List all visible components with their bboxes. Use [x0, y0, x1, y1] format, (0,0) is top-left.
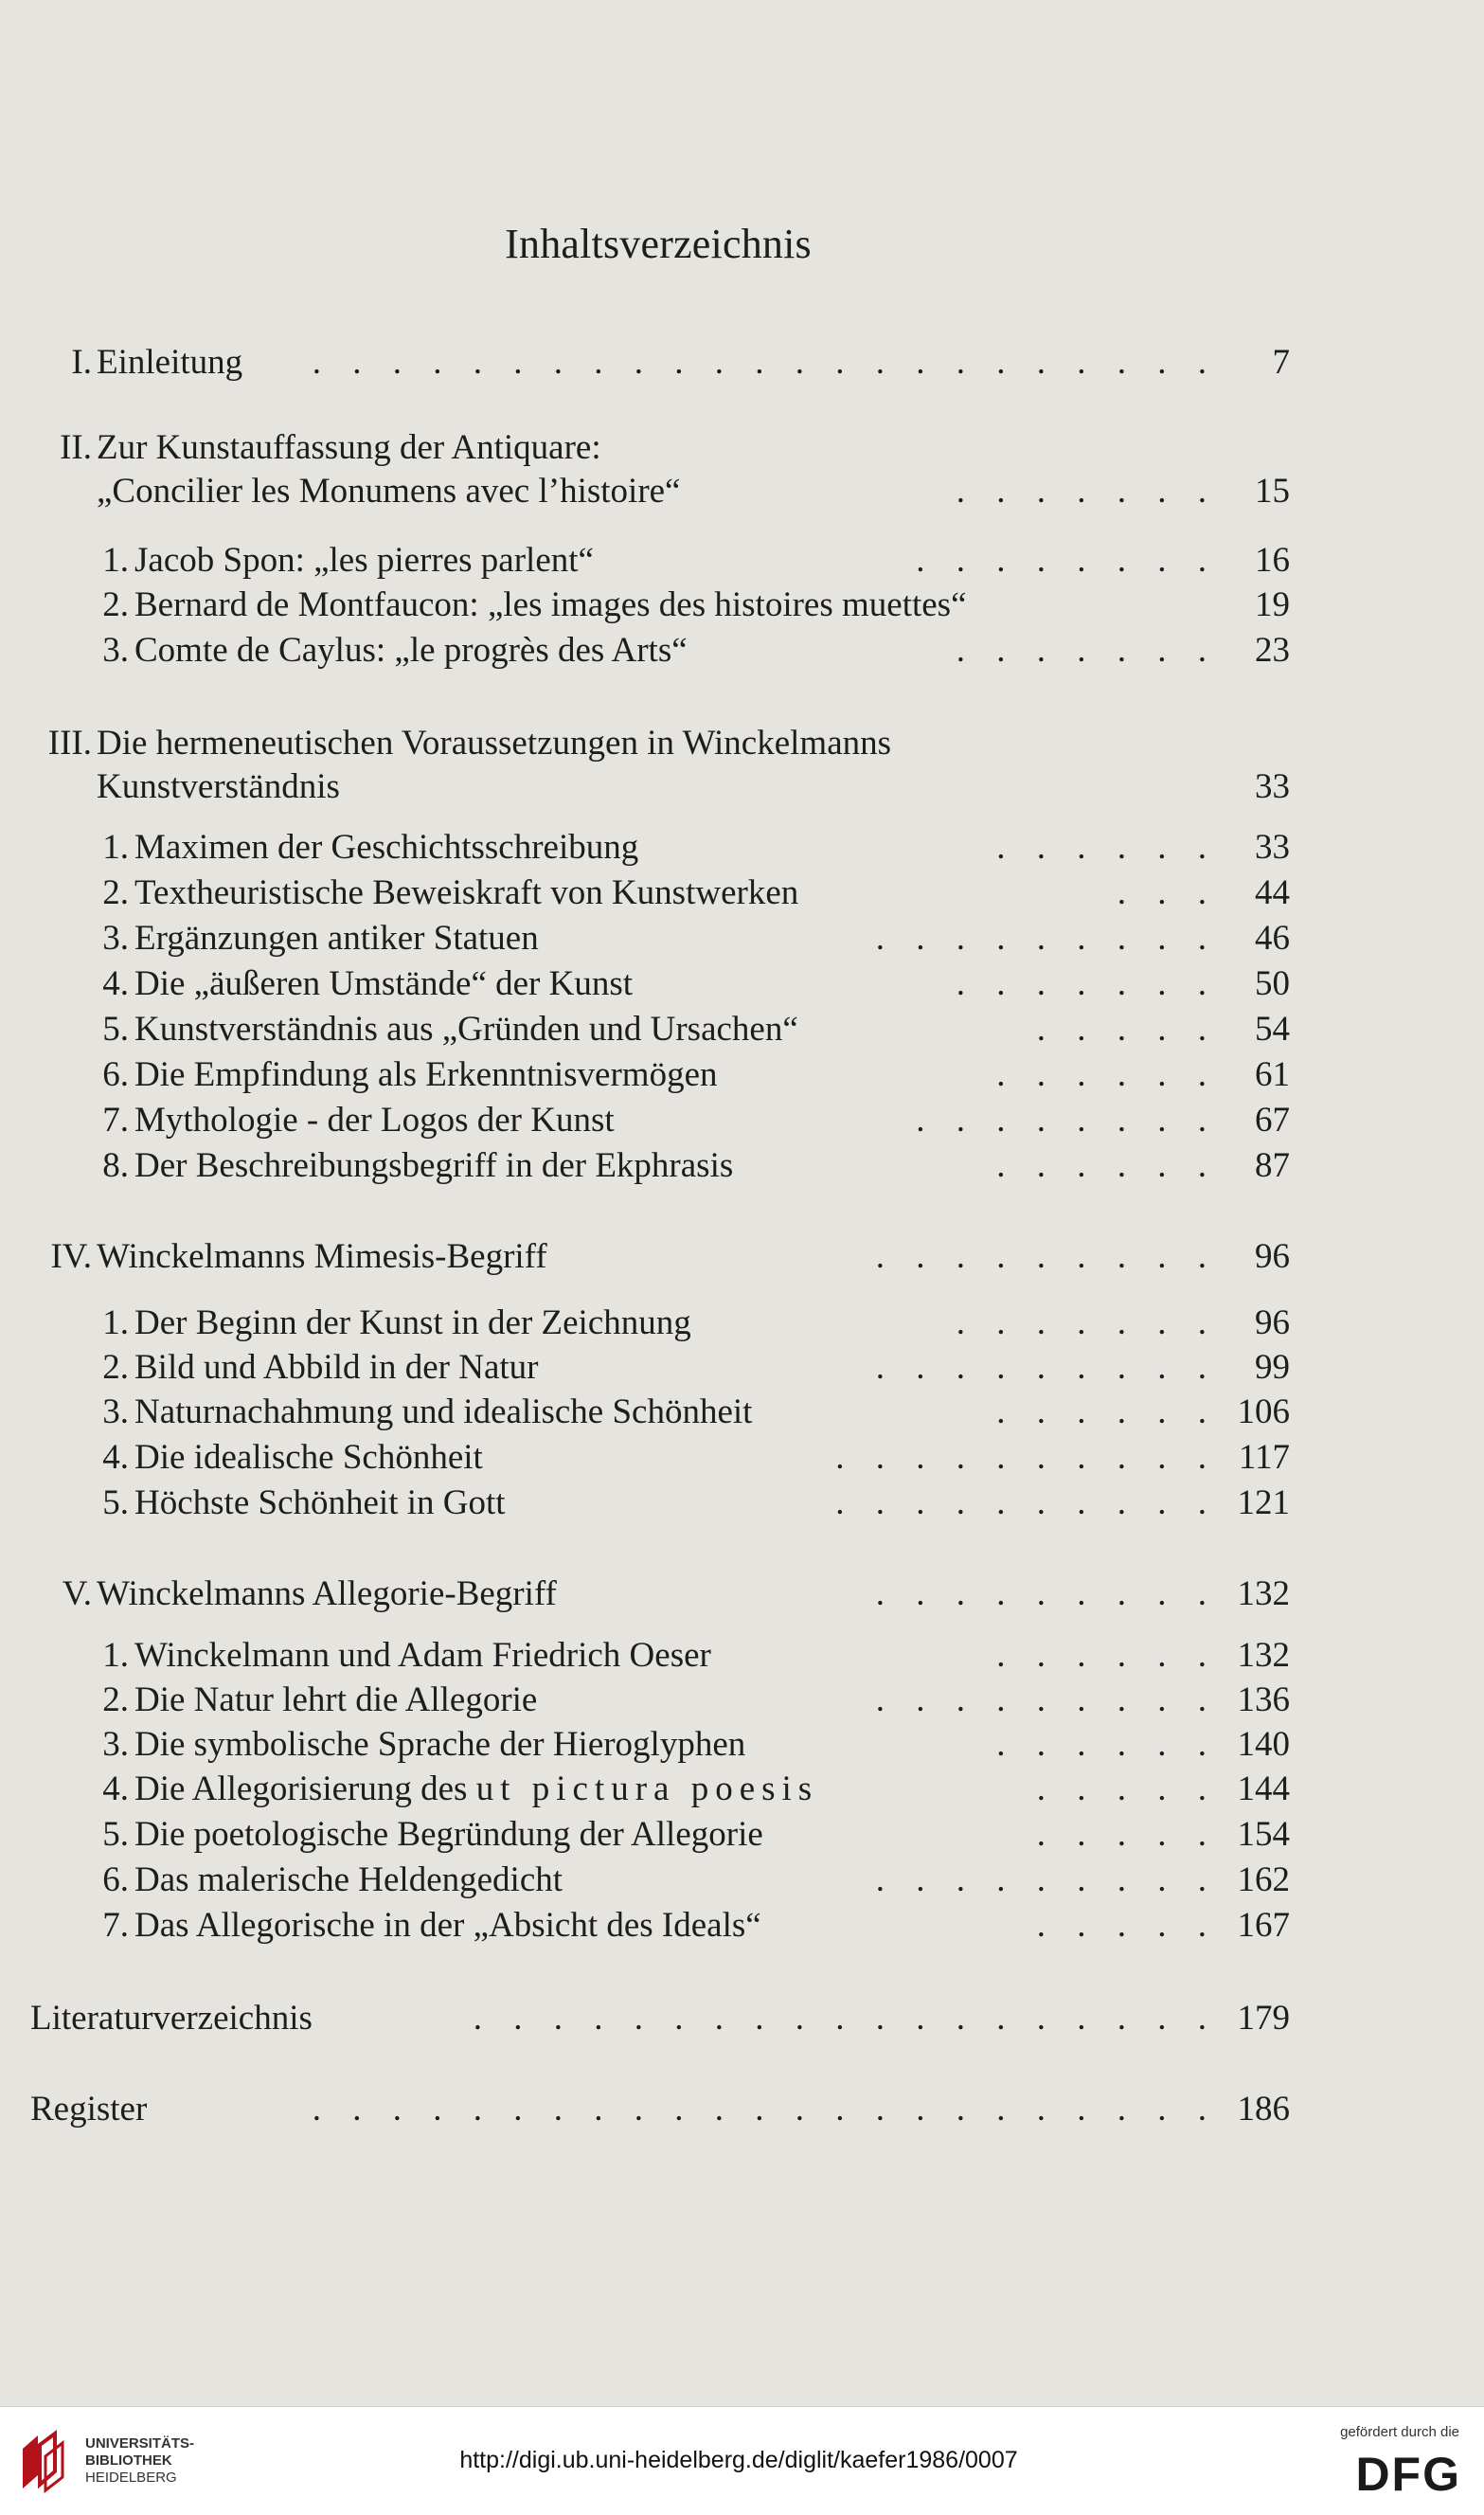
toc-entry-page: 7 [1272, 343, 1290, 382]
toc-entry [30, 1300, 1290, 1347]
toc-entry-number: 3. [102, 1392, 129, 1431]
toc-entry-title: Die Allegorisierung des ut pictura poesis [134, 1769, 819, 1808]
toc-entry-page: 140 [1237, 1725, 1290, 1764]
toc-entry [30, 1344, 1290, 1392]
toc-entry-number: 1. [102, 541, 129, 580]
toc-entry [30, 1051, 1290, 1099]
toc-entry-page: 19 [1255, 585, 1290, 624]
toc-entry [30, 2086, 1290, 2133]
toc-entry-number: 5. [102, 1815, 129, 1854]
toc-entry [30, 424, 1290, 472]
toc-entry-page: 44 [1255, 873, 1290, 912]
toc-entry [30, 915, 1290, 962]
toc-entry-number: 1. [102, 828, 129, 867]
toc-entry [30, 537, 1290, 584]
toc-entry-title: Die Empfindung als Erkenntnisvermögen [134, 1055, 718, 1094]
toc-entry-title: Die symbolische Sprache der Hieroglyphen [134, 1725, 746, 1764]
toc-entry-page: 54 [1255, 1010, 1290, 1049]
toc-entry-title: Register [30, 2090, 148, 2129]
dot-leader: . . . . . [1036, 1906, 1207, 1945]
dot-leader: . . . . . . . . . . . . . . . . . . . [473, 1999, 1207, 2038]
toc-entry [30, 1766, 1290, 1813]
dot-leader: . . . . . . . . . [875, 1574, 1207, 1613]
toc-entry-page: 186 [1237, 2090, 1290, 2129]
toc-entry [30, 582, 1290, 629]
toc-entry [30, 1995, 1290, 2042]
toc-entry-number: 6. [102, 1860, 129, 1899]
toc-entry-number: IV. [50, 1237, 92, 1276]
toc-entry-title: Die idealische Schönheit [134, 1438, 483, 1477]
toc-entry-page: 23 [1255, 631, 1290, 670]
toc-entry-title: Naturnachahmung und idealische Schönheit [134, 1392, 753, 1431]
toc-entry-page: 61 [1255, 1055, 1290, 1094]
library-name-line1: UNIVERSITÄTS- [85, 2435, 195, 2452]
toc-entry [30, 1097, 1290, 1144]
toc-entry-page: 167 [1237, 1906, 1290, 1945]
toc-entry-title: Maximen der Geschichtsschreibung [134, 828, 639, 867]
toc-entry-title: „Concilier les Monumens avec l’histoire“ [97, 472, 681, 511]
toc-entry-title: Die „äußeren Umstände“ der Kunst [134, 964, 634, 1003]
toc-entry-title: Die Natur lehrt die Allegorie [134, 1680, 538, 1719]
toc-entry-number: 1. [102, 1636, 129, 1675]
toc-entry-title: Jacob Spon: „les pierres parlent“ [134, 541, 594, 580]
toc-entry-number: 2. [102, 1348, 129, 1387]
toc-entry-title: Textheuristische Beweiskraft von Kunstwerken [134, 873, 799, 912]
toc-entry-title: Literaturverzeichnis [30, 1999, 313, 2038]
toc-entry-page: 16 [1255, 541, 1290, 580]
toc-entry-number: 4. [102, 964, 129, 1003]
toc-entry-title: Winckelmanns Mimesis-Begriff [97, 1237, 547, 1276]
toc-entry-page: 99 [1255, 1348, 1290, 1387]
library-name-line2: BIBLIOTHEK [85, 2452, 172, 2469]
toc-entry-page: 136 [1237, 1680, 1290, 1719]
toc-entry-page: 15 [1255, 472, 1290, 511]
toc-entry-page: 46 [1255, 919, 1290, 958]
toc-entry [30, 1677, 1290, 1724]
toc-entry-page: 67 [1255, 1101, 1290, 1140]
dot-leader: . . . . . . . [956, 1303, 1207, 1342]
toc-entry-title: Das Allegorische in der „Absicht des Ideals“ [134, 1906, 761, 1945]
toc-entry-title: Das malerische Heldengedicht [134, 1860, 563, 1899]
toc-entry-page: 154 [1237, 1815, 1290, 1854]
toc-entry-number: 7. [102, 1101, 129, 1140]
toc-entry-page: 96 [1255, 1237, 1290, 1276]
toc-entry [30, 870, 1290, 917]
page-title: Inhaltsverzeichnis [505, 221, 812, 267]
dfg-logo: DFG [1355, 2448, 1461, 2501]
toc-entry [30, 961, 1290, 1008]
dot-leader: . . . . . . . . . [875, 1680, 1207, 1719]
dot-leader: . . . . . . . . [916, 1101, 1207, 1140]
toc-entry [30, 1811, 1290, 1859]
toc-entry-title: Mythologie - der Logos der Kunst [134, 1101, 615, 1140]
dot-leader: . . . . . . . . . [875, 1348, 1207, 1387]
toc-entry-number: 8. [102, 1146, 129, 1185]
toc-entry-number: 2. [102, 1680, 129, 1719]
toc-entry-page: 162 [1237, 1860, 1290, 1899]
viewer-footer [0, 2406, 1484, 2515]
toc-entry-number: 1. [102, 1303, 129, 1342]
dot-leader: . . . . . [1036, 1815, 1207, 1854]
dot-leader: . . . . . [1036, 1010, 1207, 1049]
toc-entry [30, 720, 1290, 767]
dot-leader: . . . . . . [996, 1725, 1207, 1764]
university-library-logo-icon [17, 2428, 70, 2494]
toc-entry-title: Winckelmann und Adam Friedrich Oeser [134, 1636, 711, 1675]
toc-entry-title: Höchste Schönheit in Gott [134, 1483, 506, 1522]
toc-entry-title: Kunstverständnis aus „Gründen und Ursachen“ [134, 1010, 798, 1049]
toc-entry-title: Kunstverständnis [97, 767, 340, 806]
toc-entry-page: 96 [1255, 1303, 1290, 1342]
dot-leader: . . . . . . [996, 828, 1207, 867]
library-name-line3: HEIDELBERG [85, 2470, 177, 2486]
toc-entry-title: Bernard de Montfaucon: „les images des histoires muettes“ [134, 585, 967, 624]
dot-leader: . . . . . [1036, 1769, 1207, 1808]
dot-leader: . . . . . . . [956, 631, 1207, 670]
toc-entry [30, 1142, 1290, 1190]
university-library-name [85, 2435, 194, 2487]
toc-entry-number: 5. [102, 1010, 129, 1049]
toc-entry [30, 1006, 1290, 1053]
toc-entry-page: 50 [1255, 964, 1290, 1003]
dot-leader: . . . . . . [996, 1055, 1207, 1094]
dot-leader: . . . . . . [996, 1392, 1207, 1431]
dot-leader: . . . . . . . . . . . . . . . . . . . . . . . [312, 343, 1207, 382]
toc-entry-number: 3. [102, 1725, 129, 1764]
toc-entry [30, 468, 1290, 515]
toc-entry [30, 1389, 1290, 1436]
toc-entry-number: II. [60, 428, 92, 467]
toc-entry-title-spaced: ut pictura poesis [475, 1769, 819, 1808]
dot-leader: . . . . . . . . . [875, 919, 1207, 958]
toc-entry-title: Bild und Abbild in der Natur [134, 1348, 539, 1387]
toc-entry-page: 33 [1255, 828, 1290, 867]
toc-entry-number: 3. [102, 631, 129, 670]
dot-leader: . . . . . . [996, 1146, 1207, 1185]
toc-entry [30, 763, 1290, 811]
toc-entry-page: 33 [1255, 767, 1290, 806]
dot-leader: . . . . . . . . . [875, 1237, 1207, 1276]
toc-entry-page: 179 [1237, 1999, 1290, 2038]
permalink-url[interactable]: http://digi.ub.uni-heidelberg.de/diglit/kaefer1986/0007 [459, 2447, 1018, 2473]
toc-entry-title: Zur Kunstauffassung der Antiquare: [97, 428, 601, 467]
toc-entry-page: 144 [1237, 1769, 1290, 1808]
toc-entry-page: 117 [1238, 1438, 1290, 1477]
dot-leader: . . . . . . [996, 1636, 1207, 1675]
toc-entry-number: V. [62, 1574, 92, 1613]
dot-leader: . . . . . . . . . . [835, 1438, 1207, 1477]
dot-leader: . . . [1117, 873, 1207, 912]
dot-leader: . . . . . . . . . [875, 1860, 1207, 1899]
toc-entry-title: Der Beschreibungsbegriff in der Ekphrasis [134, 1146, 734, 1185]
toc-entry [30, 1233, 1290, 1281]
toc-entry-number: 5. [102, 1483, 129, 1522]
toc-entry-title: Der Beginn der Kunst in der Zeichnung [134, 1303, 691, 1342]
toc-entry-number: 2. [102, 585, 129, 624]
dot-leader: . . . . . . . . . . [835, 1483, 1207, 1522]
toc-entry [30, 1632, 1290, 1680]
toc-entry-number: 4. [102, 1769, 129, 1808]
toc-entry [30, 1902, 1290, 1949]
toc-entry-title: Einleitung [97, 343, 243, 382]
toc-entry-number: 3. [102, 919, 129, 958]
toc-entry-page: 106 [1237, 1392, 1290, 1431]
funder-caption: gefördert durch die [1340, 2424, 1459, 2440]
toc-entry-page: 132 [1237, 1636, 1290, 1675]
toc-entry-page: 121 [1237, 1483, 1290, 1522]
toc-entry-title: Die hermeneutischen Voraussetzungen in Winckelmanns [97, 724, 892, 763]
toc-entry-title: Comte de Caylus: „le progrès des Arts“ [134, 631, 688, 670]
dot-leader: . . . . . . . . [916, 541, 1207, 580]
toc-entry [30, 1571, 1290, 1618]
dot-leader: . . . . . . . [956, 964, 1207, 1003]
toc-entry [30, 824, 1290, 871]
toc-entry [30, 1480, 1290, 1527]
toc-entry-title: Ergänzungen antiker Statuen [134, 919, 539, 958]
toc-entry [30, 1721, 1290, 1769]
toc-entry-number: 7. [102, 1906, 129, 1945]
toc-entry-page: 87 [1255, 1146, 1290, 1185]
toc-entry-title: Winckelmanns Allegorie-Begriff [97, 1574, 557, 1613]
toc-entry-title: Die poetologische Begründung der Allegorie [134, 1815, 763, 1854]
toc-entry-number: I. [71, 343, 92, 382]
dot-leader: . . . . . . . . . . . . . . . . . . . . . . . [312, 2090, 1207, 2129]
toc-entry-number: 4. [102, 1438, 129, 1477]
toc-entry [30, 627, 1290, 674]
toc-entry [30, 1857, 1290, 1904]
toc-entry [30, 1434, 1290, 1482]
toc-entry-number: 2. [102, 873, 129, 912]
toc-entry-page: 132 [1237, 1574, 1290, 1613]
toc-entry-number: III. [47, 724, 92, 763]
toc-entry [30, 339, 1290, 386]
toc-entry-number: 6. [102, 1055, 129, 1094]
dot-leader: . . . . . . . [956, 472, 1207, 511]
